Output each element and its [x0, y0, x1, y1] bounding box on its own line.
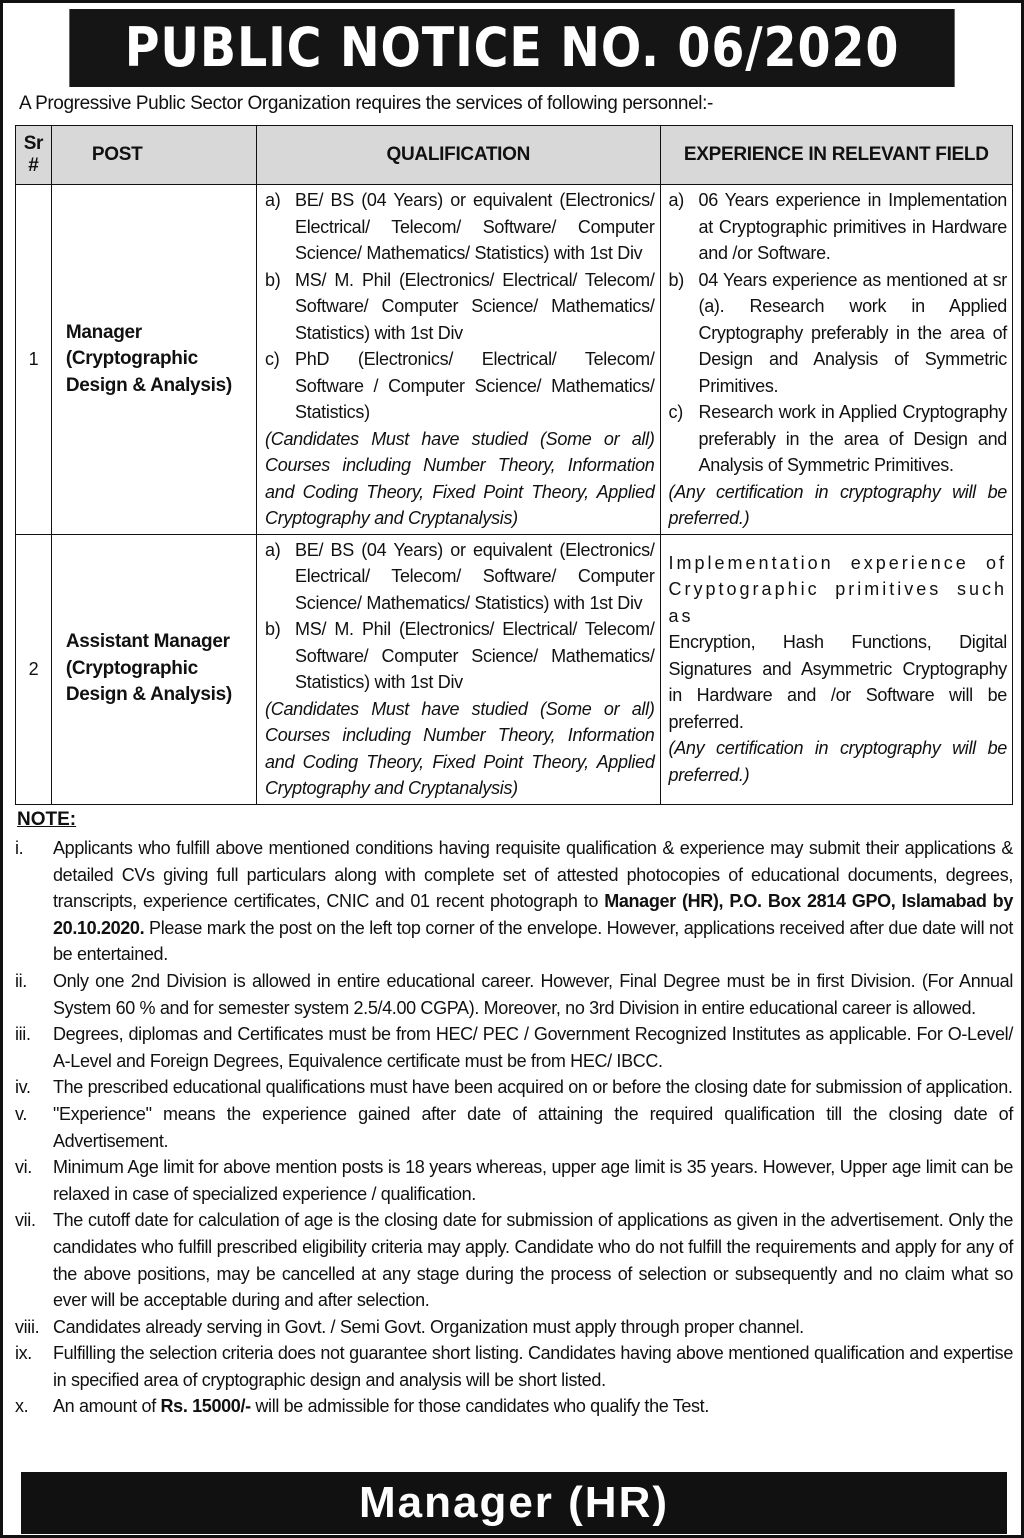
intro-text: A Progressive Public Sector Organization requires the services of following personnel:-	[19, 93, 713, 114]
row-qualification	[257, 185, 660, 535]
qualification-item: b) MS/ M. Phil (Electronics/ Electrical/ Telecom/ Software/ Computer Science/ Mathematics/ Statistics) with 1st Div	[265, 269, 655, 343]
header-qualification: QUALIFICATION	[257, 126, 660, 185]
list-item: vii. The cutoff date for calculation of age is the closing date for submission of applications as given in the advertisement. Only the candidates who fulfill prescribed eligibility criteria may apply. Candidate who do not fulfill the requirements and apply for any of the above positions, may be cancelled at any stage during the process of selection or subsequently and no claim what so ever will be acceptable during and after selection.	[15, 1210, 1013, 1311]
qualification-item: b) MS/ M. Phil (Electronics/ Electrical/ Telecom/ Software/ Computer Science/ Mathematics/ Statistics) with 1st Div	[265, 619, 655, 692]
row-experience	[660, 185, 1012, 535]
row-experience	[660, 534, 1012, 804]
header-sr: Sr #	[16, 126, 52, 185]
list-item: v. "Experience" means the experience gained after date of attaining the required qualification till the closing date of Advertisement.	[15, 1103, 1013, 1151]
experience-text-spaced: Implementation experience of Cryptographic primitives such as	[668, 552, 1007, 626]
experience-text: Encryption, Hash Functions, Digital Signatures and Asymmetric Cryptography in Hardware and /or Software will be preferred.	[668, 632, 1007, 732]
row-sr: 2	[16, 534, 52, 804]
qualification-note: (Candidates Must have studied (Some or all) Courses including Number Theory, Information and Coding Theory, Fixed Point Theory, Applied Cryptography and Cryptanalysis)	[265, 698, 655, 798]
qualification-item: a) BE/ BS (04 Years) or equivalent (Electronics/ Electrical/ Telecom/ Software/ Computer Science/ Mathematics/ Statistics) with 1st Div	[265, 190, 655, 263]
list-item: x. An amount of Rs. 15000/- will be admissible for those candidates who qualify the Test.	[15, 1396, 709, 1417]
table-row	[16, 534, 1013, 804]
header-experience: EXPERIENCE IN RELEVANT FIELD	[660, 126, 1012, 185]
footer-signature: Manager (HR)	[21, 1472, 1007, 1534]
list-item: vi. Minimum Age limit for above mention posts is 18 years whereas, upper age limit is 35 years. However, Upper age limit can be relaxed in case of specialized experience / qualification.	[15, 1157, 1013, 1204]
list-item: iii. Degrees, diplomas and Certificates must be from HEC/ PEC / Government Recognized Institutes as applicable. For O-Level/ A-Level and Foreign Degrees, Equivalence certificate must be from HEC/ IBCC.	[15, 1024, 1013, 1071]
list-item: ii. Only one 2nd Division is allowed in entire educational career. However, Final Degree must be in first Division. (For Annual System 60 % and for semester system 2.5/4.00 CGPA). Moreover, no 3rd Division in entire educational career is allowed.	[15, 970, 1013, 1018]
row-post: Manager (Cryptographic Design & Analysis)	[51, 185, 256, 535]
experience-note: (Any certification in cryptography will be preferred.)	[668, 481, 1007, 528]
notes-heading: NOTE:	[17, 809, 77, 830]
experience-item: c) Research work in Applied Cryptography preferably in the area of Design and Analysis of Symmetric Primitives.	[668, 402, 1007, 475]
table-header-row	[16, 126, 1013, 185]
row-qualification	[257, 534, 660, 804]
row-post: Assistant Manager (Cryptographic Design & Analysis)	[51, 534, 256, 804]
list-item: iv. The prescribed educational qualifications must have been acquired on or before the closing date for submission of application.	[15, 1077, 1013, 1098]
qualification-item: c) PhD (Electronics/ Electrical/ Telecom/ Software / Computer Science/ Mathematics/ Statistics)	[265, 349, 655, 422]
positions-table	[15, 125, 1013, 805]
qualification-item: a) BE/ BS (04 Years) or equivalent (Electronics/ Electrical/ Telecom/ Software/ Computer Science/ Mathematics/ Statistics) with 1st Div	[265, 539, 655, 613]
experience-item: b) 04 Years experience as mentioned at sr (a). Research work in Applied Cryptography preferably in the area of Design and Analysis of Symmetric Primitives.	[668, 269, 1007, 396]
header-post: POST	[51, 126, 256, 185]
row-sr: 1	[16, 185, 52, 535]
experience-note: (Any certification in cryptography will be preferred.)	[668, 738, 1007, 785]
qualification-note: (Candidates Must have studied (Some or all) Courses including Number Theory, Information and Coding Theory, Fixed Point Theory, Applied Cryptography and Cryptanalysis)	[265, 428, 655, 528]
list-item: viii. Candidates already serving in Govt. / Semi Govt. Organization must apply through proper channel.	[15, 1316, 804, 1337]
notes-list	[15, 835, 1013, 1420]
experience-item: a) 06 Years experience in Implementation at Cryptographic primitives in Hardware and /or Software.	[668, 190, 1007, 263]
list-item: i. Applicants who fulfill above mentioned conditions having requisite qualification & experience may submit their applications & detailed CVs giving full particulars along with complete set of attested photocopies of educational documents, degrees, transcripts, experience certificates, CNIC and 01 recent photograph to Manager (HR), P.O. Box 2814 GPO, Islamabad by 20.10.2020. Please mark the post on the left top corner of the envelope. However, applications received after due date will not be entertained.	[15, 838, 1013, 965]
list-item: ix. Fulfilling the selection criteria does not guarantee short listing. Candidates having above mentioned qualification and expertise in specified area of cryptographic design and analysis will be short listed.	[15, 1343, 1013, 1390]
table-row	[16, 185, 1013, 535]
notice-title: PUBLIC NOTICE NO. 06/2020	[69, 9, 954, 87]
